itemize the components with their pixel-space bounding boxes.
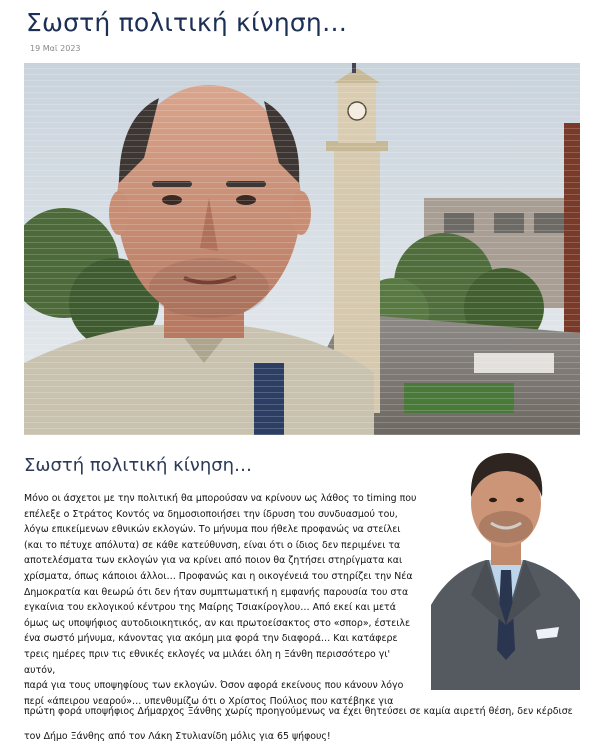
article-body: [24, 491, 424, 709]
body-line: όμως ως υποψήφιος αυτοδιοικητικός, αν και πρωτοείσακτος στο «σπορ», έστειλε: [24, 617, 411, 629]
post-date: 19 Μαϊ 2023: [30, 44, 81, 53]
body-line: πρώτη φορά υποψήφιος Δήμαρχος Ξάνθης χωρίς προηγούμενως να έχει θητεύσει σε καμία αιρετή θέση, δεν κέρδισε: [24, 706, 573, 718]
body-line: περί «άπειρου νεαρού»… υπενθυμίζω ότι ο Χρίστος Πούλιος που κατέβηκε για: [24, 695, 394, 707]
portrait-image: [431, 445, 580, 690]
body-line: εγκαίνια του εκλογικού κέντρου της Μαίρης Τσιακίρογλου… Από εκεί και μετά: [24, 602, 396, 614]
section-heading: Σωστή πολιτική κίνηση…: [24, 455, 253, 476]
body-line: επέλεξε ο Στράτος Κοντός να δημοσιοποιήσει την ίδρυση του συνδυασμού του,: [24, 508, 398, 520]
body-line: παρά για τους υποψηφίους των εκλογών. Όσον αφορά εκείνους που κάνουν λόγο: [24, 680, 404, 692]
body-line: ένα σωστό μήνυμα, κάνοντας για ακόμη μια φορά την διαφορά… Και κατάφερε: [24, 633, 398, 645]
body-line: λόγω επικείμενων εθνικών εκλογών. Το μήνυμα που ήθελε προφανώς να στείλει: [24, 524, 401, 536]
body-line: Δημοκρατία και θεωρώ ότι δεν ήταν συμπτωματική η εμφανής παρουσία του στα: [24, 586, 409, 598]
hero-image: [24, 63, 580, 435]
body-line: χρίσματα, όπως κάποιοι άλλοι… Προφανώς και η οικογένειά του στηρίζει την Νέα: [24, 570, 413, 582]
body-line: Μόνο οι άσχετοι με την πολιτική θα μπορούσαν να κρίνουν ως λάθος το timing που: [24, 493, 417, 504]
body-line: τρεις ημέρες πριν τις εθνικές εκλογές να μιλάει όλη η Ξάνθη περισσότερο γι' αυτόν,: [24, 648, 391, 676]
page-title: Σωστή πολιτική κίνηση…: [26, 8, 348, 37]
body-line: (και το πέτυχε απόλυτα) σε κάθε κατεύθυνση, είναι ότι ο ίδιος δεν περιμένει τα: [24, 539, 401, 551]
body-line: αποτελέσματα των εκλογών για να κρίνει από ποιον θα ζητήσει στηρίγματα και: [24, 555, 403, 567]
body-line: τον Δήμο Ξάνθης από τον Λάκη Στυλιανίδη μόλις για 65 ψήφους!: [24, 731, 331, 743]
article-body-continued: [24, 695, 580, 754]
